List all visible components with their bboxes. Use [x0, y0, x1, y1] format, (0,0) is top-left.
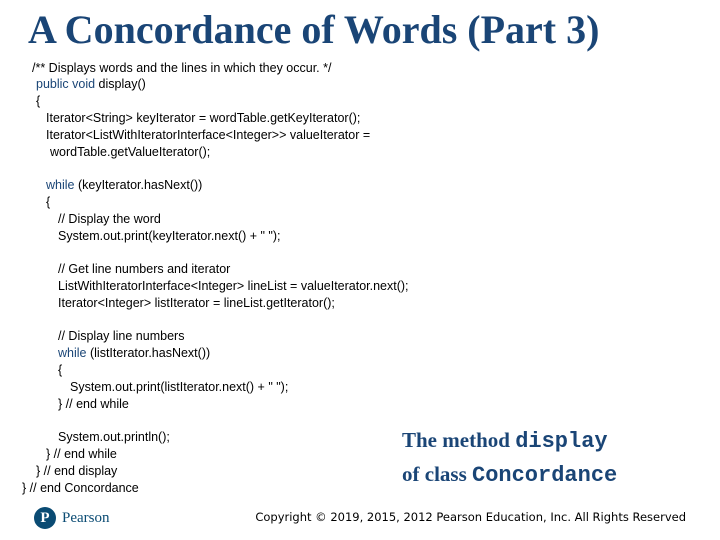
- code-text: // Get line numbers and iterator: [58, 262, 231, 276]
- code-text: (listIterator.hasNext()): [86, 346, 211, 360]
- code-text: // Display line numbers: [58, 329, 185, 343]
- code-text: } // end while: [46, 447, 117, 461]
- code-line: [46, 446, 117, 462]
- code-text: {: [58, 363, 63, 377]
- pearson-logo-icon: P: [34, 507, 56, 529]
- caption-line-2: [402, 458, 617, 492]
- code-text: System.out.print(listIterator.next() + " ");: [70, 380, 289, 394]
- code-text: System.out.print(keyIterator.next() + " ");: [58, 229, 281, 243]
- code-line: [58, 295, 335, 311]
- code-line: [58, 211, 161, 227]
- caption-code-1: display: [515, 429, 608, 454]
- code-text: } // end while: [58, 397, 129, 411]
- caption-code-2: Concordance: [472, 463, 618, 488]
- caption: [402, 424, 617, 492]
- code-line: [50, 144, 210, 160]
- code-line: [36, 93, 40, 109]
- code-line: [58, 396, 129, 412]
- caption-line-1: [402, 424, 617, 458]
- caption-text-2: of class: [402, 462, 472, 486]
- pearson-logo: [34, 504, 110, 532]
- code-text: System.out.println();: [58, 430, 170, 444]
- code-text: {: [46, 195, 51, 209]
- code-text: } // end Concordance: [22, 481, 139, 495]
- code-text: ListWithIteratorInterface<Integer> lineList = valueIterator.next();: [58, 279, 409, 293]
- code-text: wordTable.getValueIterator();: [50, 145, 211, 159]
- code-line: [58, 345, 210, 361]
- code-keyword: while: [46, 178, 75, 192]
- code-text: // Display the word: [58, 212, 161, 226]
- caption-text-1: The method: [402, 428, 516, 452]
- code-line: [58, 278, 409, 294]
- code-line: [58, 261, 230, 277]
- copyright-notice: Copyright © 2019, 2015, 2012 Pearson Education, Inc. All Rights Reserved: [255, 510, 686, 524]
- code-line: [58, 429, 170, 445]
- code-line: [58, 362, 62, 378]
- code-keyword: while: [58, 346, 87, 360]
- code-text: (keyIterator.hasNext()): [74, 178, 203, 192]
- code-line: [22, 480, 139, 496]
- code-line: [36, 76, 146, 92]
- code-text: display(): [95, 77, 146, 91]
- code-text: /** Displays words and the lines in which they occur. */: [32, 61, 332, 75]
- pearson-logo-text: Pearson: [62, 509, 110, 526]
- slide-title: A Concordance of Words (Part 3): [28, 7, 600, 52]
- code-line: [46, 110, 360, 126]
- code-text: Iterator<Integer> listIterator = lineList.getIterator();: [58, 296, 335, 310]
- code-text: Iterator<ListWithIteratorInterface<Integer>> valueIterator =: [46, 128, 371, 142]
- code-keyword: public void: [36, 77, 96, 91]
- code-text: {: [36, 94, 41, 108]
- code-line: [46, 177, 202, 193]
- code-line: [58, 228, 281, 244]
- code-line: [58, 328, 184, 344]
- code-line: [46, 127, 370, 143]
- code-line: [46, 194, 50, 210]
- code-line: [36, 463, 117, 479]
- code-line: [70, 379, 288, 395]
- code-line: [32, 60, 331, 76]
- code-text: Iterator<String> keyIterator = wordTable.getKeyIterator();: [46, 111, 361, 125]
- code-text: } // end display: [36, 464, 118, 478]
